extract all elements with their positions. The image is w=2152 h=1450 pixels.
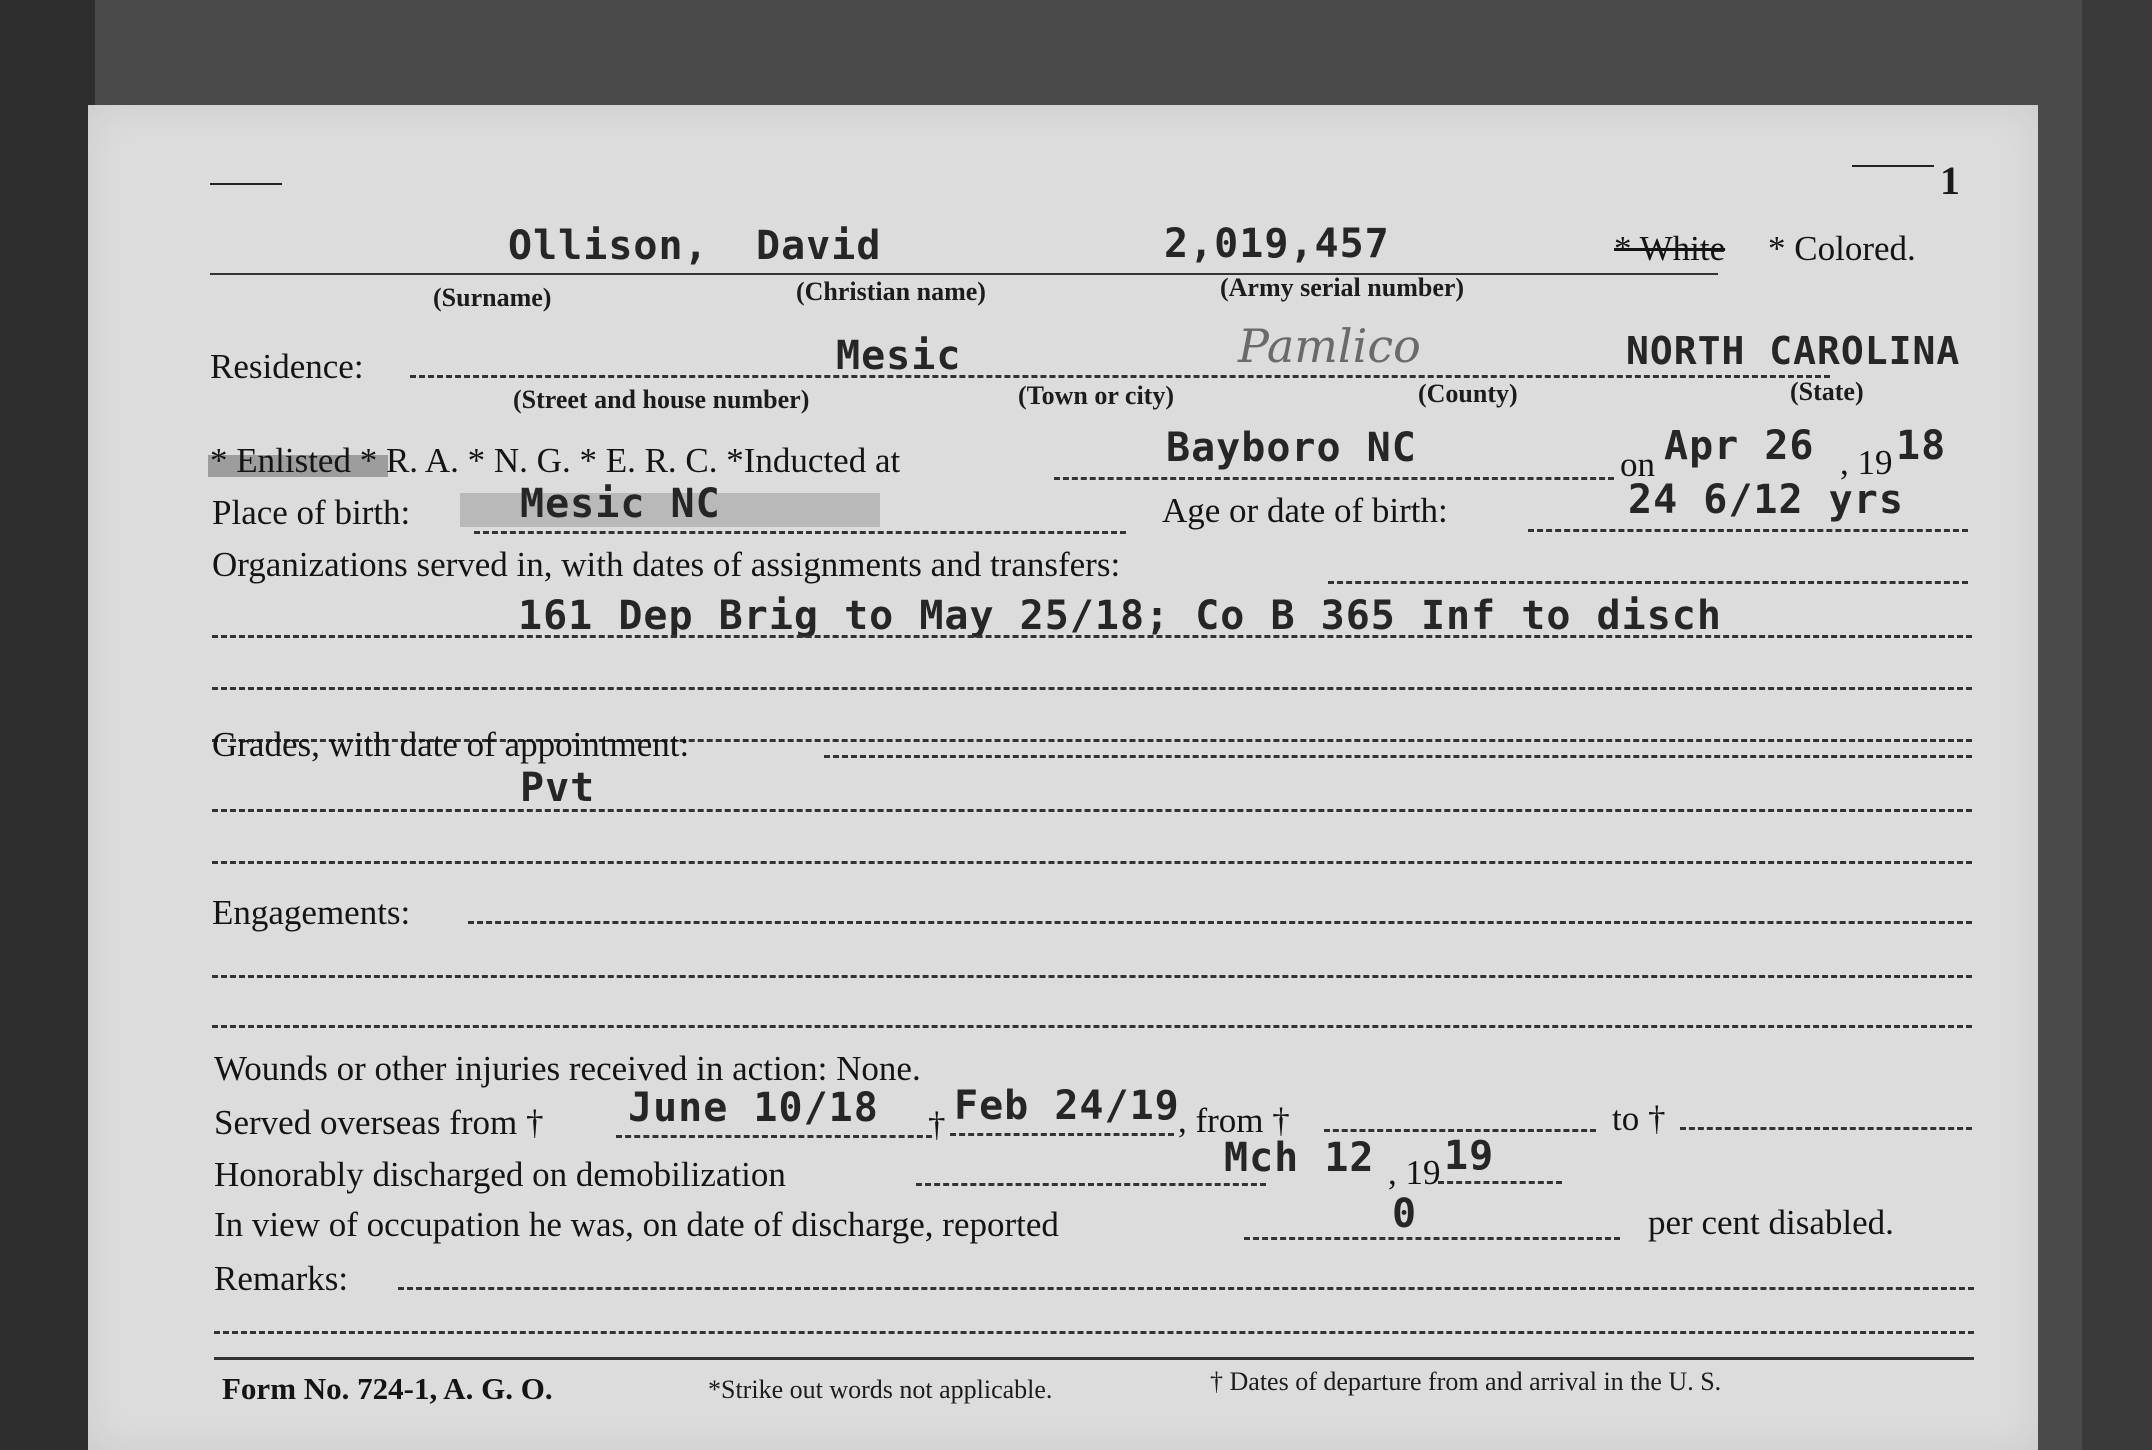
overseas-to-mark: †: [928, 1105, 946, 1144]
county-caption: (County): [1418, 379, 1518, 408]
grades-label: Grades, with date of appointment:: [212, 725, 690, 764]
street-caption: (Street and house number): [513, 385, 810, 414]
disability-label: In view of occupation he was, on date of discharge, reported: [214, 1205, 1059, 1244]
background-left: [0, 0, 95, 1450]
organizations-line-0: [1328, 581, 1968, 584]
age-label: Age or date of birth:: [1162, 491, 1448, 530]
engagements-line-1: [212, 975, 1972, 978]
disability-value: 0: [1392, 1191, 1418, 1237]
induction-year-value: 18: [1896, 423, 1947, 469]
discharge-year-prefix: , 19: [1388, 1153, 1441, 1192]
town-caption: (Town or city): [1018, 381, 1174, 410]
race-white-label: * White: [1614, 229, 1726, 268]
serial-caption: (Army serial number): [1220, 273, 1465, 302]
grades-line-0: [824, 755, 1972, 758]
grades-line-2: [212, 861, 1972, 864]
state-caption: (State): [1790, 377, 1864, 406]
engagements-line-2: [212, 1025, 1972, 1028]
footer-rule: [214, 1357, 1974, 1360]
residence-town-value: Mesic: [836, 333, 962, 379]
wounds-label: Wounds or other injuries received in action: None.: [214, 1049, 921, 1088]
induction-prefix-label: * Enlisted * R. A. * N. G. * E. R. C. *Inducted at: [210, 441, 901, 480]
remarks-label: Remarks:: [214, 1259, 349, 1298]
form-number: Form No. 724-1, A. G. O.: [222, 1371, 553, 1406]
residence-line: [410, 375, 1830, 378]
overseas-departure-value: June 10/18: [628, 1085, 879, 1131]
organizations-value: 161 Dep Brig to May 25/18; Co B 365 Inf to disch: [518, 593, 1722, 639]
organizations-line-2: [212, 687, 1972, 690]
overseas-to2-line: [1680, 1127, 1972, 1130]
background-right: [2082, 0, 2152, 1450]
residence-county-value: Pamlico: [1238, 319, 1421, 373]
overseas-from-line: [616, 1135, 932, 1138]
race-colored-label: * Colored.: [1768, 229, 1916, 268]
discharge-year-value: 19: [1444, 1133, 1495, 1179]
place-of-birth-line: [474, 531, 1126, 534]
engagements-line-0: [468, 921, 1972, 924]
induction-on-label: on: [1620, 445, 1655, 484]
strike-note: *Strike out words not applicable.: [708, 1375, 1053, 1404]
overseas-from2-line: [1324, 1129, 1596, 1132]
overseas-to-line: [950, 1133, 1174, 1136]
induction-year-prefix: , 19: [1840, 443, 1893, 482]
christian-name-caption: (Christian name): [796, 277, 986, 306]
organizations-line-1: [212, 635, 1972, 638]
remarks-line-0: [398, 1287, 1974, 1290]
overseas-return-value: Feb 24/19: [954, 1083, 1180, 1129]
grades-line-1: [212, 809, 1972, 812]
discharge-year-line: [1438, 1181, 1562, 1184]
remarks-line-1: [214, 1331, 1974, 1334]
serial-number-value: 2,019,457: [1164, 221, 1390, 267]
place-of-birth-value: Mesic NC: [520, 481, 721, 527]
residence-state-value: NORTH CAROLINA: [1626, 329, 1961, 373]
discharge-date-line: [916, 1183, 1266, 1186]
organizations-label: Organizations served in, with dates of assignments and transfers:: [212, 545, 1121, 584]
name-line: [210, 273, 1718, 275]
service-record-card: [88, 105, 2038, 1450]
disability-suffix: per cent disabled.: [1648, 1203, 1894, 1242]
top-right-rule: [1852, 165, 1934, 167]
overseas-from2-label: , from †: [1178, 1101, 1290, 1140]
surname-value: Ollison,: [508, 223, 709, 269]
page-number: 1: [1940, 158, 1960, 203]
residence-label: Residence:: [210, 347, 364, 386]
induction-place-line: [1054, 477, 1614, 480]
age-value: 24 6/12 yrs: [1628, 477, 1904, 523]
discharge-date-value: Mch 12: [1224, 1135, 1375, 1181]
dates-note: † Dates of departure from and arrival in the U. S.: [1210, 1367, 1722, 1396]
top-left-rule: [210, 183, 282, 185]
induction-place-value: Bayboro NC: [1166, 425, 1417, 471]
age-line: [1528, 529, 1968, 532]
place-of-birth-label: Place of birth:: [212, 493, 411, 532]
overseas-label: Served overseas from †: [214, 1103, 544, 1142]
discharge-label: Honorably discharged on demobilization: [214, 1155, 786, 1194]
overseas-to2-label: to †: [1612, 1099, 1666, 1138]
surname-caption: (Surname): [433, 283, 552, 312]
engagements-label: Engagements:: [212, 893, 411, 932]
christian-name-value: David: [756, 223, 882, 269]
induction-date-value: Apr 26: [1664, 423, 1815, 469]
grades-value: Pvt: [520, 765, 596, 811]
disability-line: [1244, 1237, 1620, 1240]
